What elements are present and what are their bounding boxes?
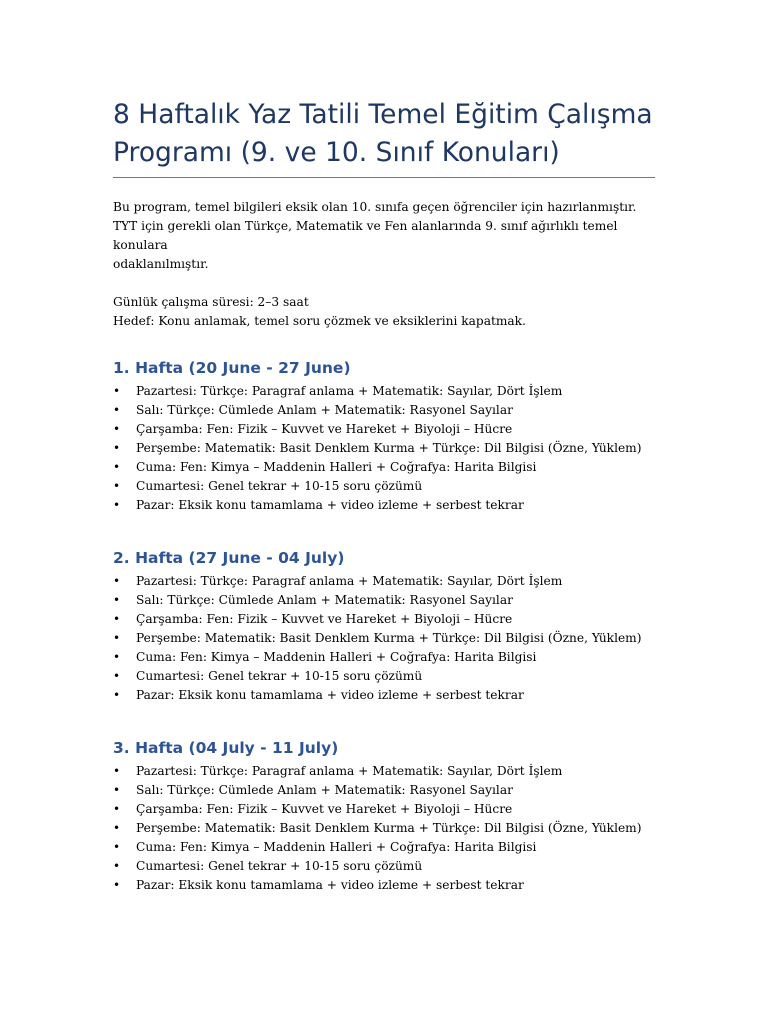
week-heading: 2. Hafta (27 June - 04 July) bbox=[113, 549, 345, 567]
bullet-icon: • bbox=[113, 479, 121, 493]
day-list bbox=[113, 762, 655, 895]
daily-time-text: Günlük çalışma süresi: 2–3 saat bbox=[113, 295, 309, 309]
day-text: Salı: Türkçe: Cümlede Anlam + Matematik: Rasyonel Sayılar bbox=[136, 403, 513, 417]
day-text: Perşembe: Matematik: Basit Denklem Kurma + Türkçe: Dil Bilgisi (Özne, Yüklem) bbox=[136, 441, 642, 455]
bullet-icon: • bbox=[113, 498, 121, 512]
week-section bbox=[113, 548, 655, 705]
day-list-item bbox=[113, 401, 655, 420]
day-text: Cuma: Fen: Kimya – Maddenin Halleri + Coğrafya: Harita Bilgisi bbox=[136, 650, 537, 664]
day-list-item bbox=[113, 667, 655, 686]
week-heading: 3. Hafta (04 July - 11 July) bbox=[113, 739, 339, 757]
goal-text: Hedef: Konu anlamak, temel soru çözmek ve eksiklerini kapatmak. bbox=[113, 314, 526, 328]
bullet-icon: • bbox=[113, 422, 121, 436]
day-text: Pazartesi: Türkçe: Paragraf anlama + Matematik: Sayılar, Dört İşlem bbox=[136, 384, 563, 398]
day-text: Çarşamba: Fen: Fizik – Kuvvet ve Hareket + Biyoloji – Hücre bbox=[136, 422, 513, 436]
day-text: Pazar: Eksik konu tamamlama + video izleme + serbest tekrar bbox=[136, 878, 524, 892]
day-list-item bbox=[113, 800, 655, 819]
intro-line: odaklanılmıştır. bbox=[113, 257, 209, 271]
day-text: Cumartesi: Genel tekrar + 10-15 soru çözümü bbox=[136, 479, 423, 493]
day-text: Çarşamba: Fen: Fizik – Kuvvet ve Hareket + Biyoloji – Hücre bbox=[136, 612, 513, 626]
day-list-item bbox=[113, 610, 655, 629]
week-heading: 1. Hafta (20 June - 27 June) bbox=[113, 359, 351, 377]
weeks-list bbox=[113, 358, 655, 895]
day-list-item bbox=[113, 458, 655, 477]
bullet-icon: • bbox=[113, 859, 121, 873]
day-text: Pazartesi: Türkçe: Paragraf anlama + Matematik: Sayılar, Dört İşlem bbox=[136, 764, 563, 778]
day-text: Cuma: Fen: Kimya – Maddenin Halleri + Coğrafya: Harita Bilgisi bbox=[136, 840, 537, 854]
day-list-item bbox=[113, 838, 655, 857]
title-divider bbox=[113, 177, 655, 178]
bullet-icon: • bbox=[113, 460, 121, 474]
intro-line: Bu program, temel bilgileri eksik olan 10. sınıfa geçen öğrenciler için hazırlanmıştır. bbox=[113, 200, 637, 214]
day-list-item bbox=[113, 572, 655, 591]
day-list-item bbox=[113, 477, 655, 496]
bullet-icon: • bbox=[113, 669, 121, 683]
day-list-item bbox=[113, 439, 655, 458]
bullet-icon: • bbox=[113, 631, 121, 645]
day-list-item bbox=[113, 420, 655, 439]
bullet-icon: • bbox=[113, 574, 121, 588]
bullet-icon: • bbox=[113, 783, 121, 797]
day-list-item bbox=[113, 857, 655, 876]
bullet-icon: • bbox=[113, 764, 121, 778]
day-text: Pazar: Eksik konu tamamlama + video izleme + serbest tekrar bbox=[136, 498, 524, 512]
day-text: Çarşamba: Fen: Fizik – Kuvvet ve Hareket + Biyoloji – Hücre bbox=[136, 802, 513, 816]
bullet-icon: • bbox=[113, 840, 121, 854]
document-page bbox=[113, 96, 655, 895]
intro-line: TYT için gerekli olan Türkçe, Matematik ve Fen alanlarında 9. sınıf ağırlıklı temel konulara bbox=[113, 219, 618, 252]
day-list bbox=[113, 572, 655, 705]
day-text: Pazar: Eksik konu tamamlama + video izleme + serbest tekrar bbox=[136, 688, 524, 702]
day-list-item bbox=[113, 686, 655, 705]
day-list-item bbox=[113, 629, 655, 648]
bullet-icon: • bbox=[113, 650, 121, 664]
day-text: Salı: Türkçe: Cümlede Anlam + Matematik: Rasyonel Sayılar bbox=[136, 593, 513, 607]
bullet-icon: • bbox=[113, 403, 121, 417]
week-section bbox=[113, 358, 655, 515]
bullet-icon: • bbox=[113, 384, 121, 398]
bullet-icon: • bbox=[113, 821, 121, 835]
day-text: Perşembe: Matematik: Basit Denklem Kurma + Türkçe: Dil Bilgisi (Özne, Yüklem) bbox=[136, 821, 642, 835]
day-text: Pazartesi: Türkçe: Paragraf anlama + Matematik: Sayılar, Dört İşlem bbox=[136, 574, 563, 588]
day-list-item bbox=[113, 648, 655, 667]
day-list bbox=[113, 382, 655, 515]
day-text: Perşembe: Matematik: Basit Denklem Kurma + Türkçe: Dil Bilgisi (Özne, Yüklem) bbox=[136, 631, 642, 645]
bullet-icon: • bbox=[113, 612, 121, 626]
day-list-item bbox=[113, 591, 655, 610]
bullet-icon: • bbox=[113, 802, 121, 816]
day-list-item bbox=[113, 819, 655, 838]
day-list-item bbox=[113, 876, 655, 895]
day-text: Cuma: Fen: Kimya – Maddenin Halleri + Coğrafya: Harita Bilgisi bbox=[136, 460, 537, 474]
bullet-icon: • bbox=[113, 688, 121, 702]
day-text: Cumartesi: Genel tekrar + 10-15 soru çözümü bbox=[136, 859, 423, 873]
day-list-item bbox=[113, 382, 655, 401]
bullet-icon: • bbox=[113, 878, 121, 892]
intro-paragraph bbox=[113, 198, 655, 274]
study-goals bbox=[113, 293, 655, 331]
day-list-item bbox=[113, 496, 655, 515]
week-section bbox=[113, 738, 655, 895]
bullet-icon: • bbox=[113, 593, 121, 607]
day-list-item bbox=[113, 781, 655, 800]
day-text: Cumartesi: Genel tekrar + 10-15 soru çözümü bbox=[136, 669, 423, 683]
day-text: Salı: Türkçe: Cümlede Anlam + Matematik: Rasyonel Sayılar bbox=[136, 783, 513, 797]
day-list-item bbox=[113, 762, 655, 781]
bullet-icon: • bbox=[113, 441, 121, 455]
document-title: 8 Haftalık Yaz Tatili Temel Eğitim Çalışma Programı (9. ve 10. Sınıf Konuları) bbox=[113, 99, 653, 168]
